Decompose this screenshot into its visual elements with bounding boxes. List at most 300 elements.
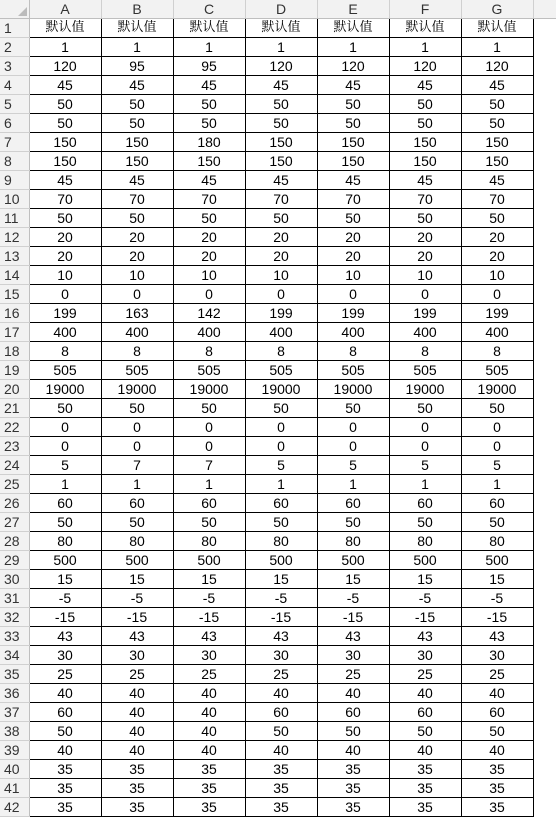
cell-e29[interactable]: 500 xyxy=(317,551,389,570)
cell-empty[interactable] xyxy=(533,570,556,589)
cell-f13[interactable]: 20 xyxy=(389,247,461,266)
cell-f9[interactable]: 45 xyxy=(389,171,461,190)
cell-b14[interactable]: 10 xyxy=(101,266,173,285)
cell-f21[interactable]: 50 xyxy=(389,399,461,418)
cell-d26[interactable]: 60 xyxy=(245,494,317,513)
cell-d41[interactable]: 35 xyxy=(245,779,317,798)
cell-g15[interactable]: 0 xyxy=(461,285,533,304)
cell-g10[interactable]: 70 xyxy=(461,190,533,209)
cell-b20[interactable]: 19000 xyxy=(101,380,173,399)
cell-empty[interactable] xyxy=(533,171,556,190)
cell-a1[interactable]: 默认值 xyxy=(29,19,101,38)
cell-d28[interactable]: 80 xyxy=(245,532,317,551)
cell-g35[interactable]: 25 xyxy=(461,665,533,684)
cell-f1[interactable]: 默认值 xyxy=(389,19,461,38)
cell-a23[interactable]: 0 xyxy=(29,437,101,456)
cell-empty[interactable] xyxy=(533,665,556,684)
row-header[interactable]: 37 xyxy=(0,703,29,722)
cell-g18[interactable]: 8 xyxy=(461,342,533,361)
cell-f5[interactable]: 50 xyxy=(389,95,461,114)
cell-f32[interactable]: -15 xyxy=(389,608,461,627)
cell-g8[interactable]: 150 xyxy=(461,152,533,171)
cell-f28[interactable]: 80 xyxy=(389,532,461,551)
cell-f8[interactable]: 150 xyxy=(389,152,461,171)
cell-empty[interactable] xyxy=(533,133,556,152)
cell-empty[interactable] xyxy=(533,57,556,76)
cell-f40[interactable]: 35 xyxy=(389,760,461,779)
cell-g30[interactable]: 15 xyxy=(461,570,533,589)
cell-a21[interactable]: 50 xyxy=(29,399,101,418)
cell-empty[interactable] xyxy=(533,741,556,760)
cell-f20[interactable]: 19000 xyxy=(389,380,461,399)
cell-c6[interactable]: 50 xyxy=(173,114,245,133)
cell-a4[interactable]: 45 xyxy=(29,76,101,95)
cell-g38[interactable]: 50 xyxy=(461,722,533,741)
cell-a24[interactable]: 5 xyxy=(29,456,101,475)
cell-a29[interactable]: 500 xyxy=(29,551,101,570)
cell-f27[interactable]: 50 xyxy=(389,513,461,532)
row-header[interactable]: 24 xyxy=(0,456,29,475)
cell-empty[interactable] xyxy=(533,190,556,209)
cell-empty[interactable] xyxy=(533,285,556,304)
cell-a32[interactable]: -15 xyxy=(29,608,101,627)
cell-b38[interactable]: 40 xyxy=(101,722,173,741)
cell-a33[interactable]: 43 xyxy=(29,627,101,646)
row-header[interactable]: 2 xyxy=(0,38,29,57)
row-header[interactable]: 5 xyxy=(0,95,29,114)
cell-f25[interactable]: 1 xyxy=(389,475,461,494)
cell-e9[interactable]: 45 xyxy=(317,171,389,190)
cell-a41[interactable]: 35 xyxy=(29,779,101,798)
cell-e14[interactable]: 10 xyxy=(317,266,389,285)
cell-a30[interactable]: 15 xyxy=(29,570,101,589)
column-header-blank[interactable] xyxy=(533,0,556,19)
row-header[interactable]: 34 xyxy=(0,646,29,665)
column-header-d[interactable]: D xyxy=(245,0,317,19)
cell-empty[interactable] xyxy=(533,342,556,361)
cell-b41[interactable]: 35 xyxy=(101,779,173,798)
cell-b33[interactable]: 43 xyxy=(101,627,173,646)
cell-e35[interactable]: 25 xyxy=(317,665,389,684)
cell-c18[interactable]: 8 xyxy=(173,342,245,361)
cell-b28[interactable]: 80 xyxy=(101,532,173,551)
cell-c40[interactable]: 35 xyxy=(173,760,245,779)
row-header[interactable]: 20 xyxy=(0,380,29,399)
cell-e34[interactable]: 30 xyxy=(317,646,389,665)
cell-f17[interactable]: 400 xyxy=(389,323,461,342)
cell-empty[interactable] xyxy=(533,532,556,551)
row-header[interactable]: 26 xyxy=(0,494,29,513)
cell-c9[interactable]: 45 xyxy=(173,171,245,190)
row-header[interactable]: 6 xyxy=(0,114,29,133)
cell-e30[interactable]: 15 xyxy=(317,570,389,589)
cell-f16[interactable]: 199 xyxy=(389,304,461,323)
cell-b6[interactable]: 50 xyxy=(101,114,173,133)
cell-empty[interactable] xyxy=(533,475,556,494)
cell-a27[interactable]: 50 xyxy=(29,513,101,532)
cell-e7[interactable]: 150 xyxy=(317,133,389,152)
row-header[interactable]: 35 xyxy=(0,665,29,684)
row-header[interactable]: 28 xyxy=(0,532,29,551)
row-header[interactable]: 41 xyxy=(0,779,29,798)
cell-empty[interactable] xyxy=(533,494,556,513)
cell-e18[interactable]: 8 xyxy=(317,342,389,361)
cell-empty[interactable] xyxy=(533,608,556,627)
cell-a17[interactable]: 400 xyxy=(29,323,101,342)
cell-empty[interactable] xyxy=(533,722,556,741)
cell-g31[interactable]: -5 xyxy=(461,589,533,608)
cell-c7[interactable]: 180 xyxy=(173,133,245,152)
cell-g41[interactable]: 35 xyxy=(461,779,533,798)
cell-empty[interactable] xyxy=(533,646,556,665)
cell-e5[interactable]: 50 xyxy=(317,95,389,114)
cell-d11[interactable]: 50 xyxy=(245,209,317,228)
cell-empty[interactable] xyxy=(533,437,556,456)
row-header[interactable]: 17 xyxy=(0,323,29,342)
cell-b12[interactable]: 20 xyxy=(101,228,173,247)
row-header[interactable]: 23 xyxy=(0,437,29,456)
cell-g1[interactable]: 默认值 xyxy=(461,19,533,38)
cell-b40[interactable]: 35 xyxy=(101,760,173,779)
cell-d13[interactable]: 20 xyxy=(245,247,317,266)
cell-c3[interactable]: 95 xyxy=(173,57,245,76)
cell-c21[interactable]: 50 xyxy=(173,399,245,418)
cell-b23[interactable]: 0 xyxy=(101,437,173,456)
cell-a5[interactable]: 50 xyxy=(29,95,101,114)
cell-f42[interactable]: 35 xyxy=(389,798,461,817)
cell-b35[interactable]: 25 xyxy=(101,665,173,684)
cell-c32[interactable]: -15 xyxy=(173,608,245,627)
row-header[interactable]: 10 xyxy=(0,190,29,209)
cell-empty[interactable] xyxy=(533,152,556,171)
column-header-g[interactable]: G xyxy=(461,0,533,19)
row-header[interactable]: 39 xyxy=(0,741,29,760)
cell-d4[interactable]: 45 xyxy=(245,76,317,95)
cell-b29[interactable]: 500 xyxy=(101,551,173,570)
cell-a7[interactable]: 150 xyxy=(29,133,101,152)
cell-a6[interactable]: 50 xyxy=(29,114,101,133)
cell-b37[interactable]: 40 xyxy=(101,703,173,722)
cell-g28[interactable]: 80 xyxy=(461,532,533,551)
cell-g3[interactable]: 120 xyxy=(461,57,533,76)
cell-empty[interactable] xyxy=(533,209,556,228)
cell-b18[interactable]: 8 xyxy=(101,342,173,361)
cell-f31[interactable]: -5 xyxy=(389,589,461,608)
cell-e27[interactable]: 50 xyxy=(317,513,389,532)
column-header-f[interactable]: F xyxy=(389,0,461,19)
cell-a10[interactable]: 70 xyxy=(29,190,101,209)
cell-c15[interactable]: 0 xyxy=(173,285,245,304)
cell-e16[interactable]: 199 xyxy=(317,304,389,323)
cell-f18[interactable]: 8 xyxy=(389,342,461,361)
cell-f11[interactable]: 50 xyxy=(389,209,461,228)
row-header[interactable]: 25 xyxy=(0,475,29,494)
cell-c2[interactable]: 1 xyxy=(173,38,245,57)
cell-e20[interactable]: 19000 xyxy=(317,380,389,399)
cell-g37[interactable]: 60 xyxy=(461,703,533,722)
cell-e36[interactable]: 40 xyxy=(317,684,389,703)
cell-d30[interactable]: 15 xyxy=(245,570,317,589)
column-header-e[interactable]: E xyxy=(317,0,389,19)
cell-f22[interactable]: 0 xyxy=(389,418,461,437)
cell-c1[interactable]: 默认值 xyxy=(173,19,245,38)
cell-b7[interactable]: 150 xyxy=(101,133,173,152)
cell-b16[interactable]: 163 xyxy=(101,304,173,323)
cell-f3[interactable]: 120 xyxy=(389,57,461,76)
cell-c5[interactable]: 50 xyxy=(173,95,245,114)
cell-d25[interactable]: 1 xyxy=(245,475,317,494)
cell-c29[interactable]: 500 xyxy=(173,551,245,570)
cell-empty[interactable] xyxy=(533,627,556,646)
cell-c30[interactable]: 15 xyxy=(173,570,245,589)
row-header[interactable]: 14 xyxy=(0,266,29,285)
row-header[interactable]: 11 xyxy=(0,209,29,228)
cell-d1[interactable]: 默认值 xyxy=(245,19,317,38)
cell-b1[interactable]: 默认值 xyxy=(101,19,173,38)
cell-d29[interactable]: 500 xyxy=(245,551,317,570)
cell-f34[interactable]: 30 xyxy=(389,646,461,665)
cell-g6[interactable]: 50 xyxy=(461,114,533,133)
cell-empty[interactable] xyxy=(533,228,556,247)
cell-empty[interactable] xyxy=(533,456,556,475)
cell-a16[interactable]: 199 xyxy=(29,304,101,323)
cell-d15[interactable]: 0 xyxy=(245,285,317,304)
cell-empty[interactable] xyxy=(533,361,556,380)
cell-empty[interactable] xyxy=(533,551,556,570)
cell-d19[interactable]: 505 xyxy=(245,361,317,380)
cell-b36[interactable]: 40 xyxy=(101,684,173,703)
cell-b32[interactable]: -15 xyxy=(101,608,173,627)
cell-b30[interactable]: 15 xyxy=(101,570,173,589)
cell-f10[interactable]: 70 xyxy=(389,190,461,209)
cell-f12[interactable]: 20 xyxy=(389,228,461,247)
row-header[interactable]: 38 xyxy=(0,722,29,741)
row-header[interactable]: 7 xyxy=(0,133,29,152)
row-header[interactable]: 31 xyxy=(0,589,29,608)
cell-f15[interactable]: 0 xyxy=(389,285,461,304)
cell-e42[interactable]: 35 xyxy=(317,798,389,817)
cell-empty[interactable] xyxy=(533,418,556,437)
row-header[interactable]: 1 xyxy=(0,19,29,38)
cell-f38[interactable]: 50 xyxy=(389,722,461,741)
row-header[interactable]: 13 xyxy=(0,247,29,266)
cell-b11[interactable]: 50 xyxy=(101,209,173,228)
cell-f33[interactable]: 43 xyxy=(389,627,461,646)
cell-c12[interactable]: 20 xyxy=(173,228,245,247)
cell-g33[interactable]: 43 xyxy=(461,627,533,646)
cell-a9[interactable]: 45 xyxy=(29,171,101,190)
cell-empty[interactable] xyxy=(533,266,556,285)
cell-d21[interactable]: 50 xyxy=(245,399,317,418)
cell-e24[interactable]: 5 xyxy=(317,456,389,475)
row-header[interactable]: 16 xyxy=(0,304,29,323)
cell-b3[interactable]: 95 xyxy=(101,57,173,76)
cell-a15[interactable]: 0 xyxy=(29,285,101,304)
cell-c41[interactable]: 35 xyxy=(173,779,245,798)
cell-e12[interactable]: 20 xyxy=(317,228,389,247)
cell-c31[interactable]: -5 xyxy=(173,589,245,608)
cell-b22[interactable]: 0 xyxy=(101,418,173,437)
cell-c19[interactable]: 505 xyxy=(173,361,245,380)
cell-d20[interactable]: 19000 xyxy=(245,380,317,399)
cell-d24[interactable]: 5 xyxy=(245,456,317,475)
cell-empty[interactable] xyxy=(533,76,556,95)
cell-b15[interactable]: 0 xyxy=(101,285,173,304)
cell-d31[interactable]: -5 xyxy=(245,589,317,608)
cell-d36[interactable]: 40 xyxy=(245,684,317,703)
cell-empty[interactable] xyxy=(533,703,556,722)
cell-d9[interactable]: 45 xyxy=(245,171,317,190)
cell-c16[interactable]: 142 xyxy=(173,304,245,323)
cell-e21[interactable]: 50 xyxy=(317,399,389,418)
cell-g19[interactable]: 505 xyxy=(461,361,533,380)
cell-c11[interactable]: 50 xyxy=(173,209,245,228)
cell-empty[interactable] xyxy=(533,380,556,399)
cell-d23[interactable]: 0 xyxy=(245,437,317,456)
row-header[interactable]: 33 xyxy=(0,627,29,646)
cell-c8[interactable]: 150 xyxy=(173,152,245,171)
cell-f19[interactable]: 505 xyxy=(389,361,461,380)
cell-f4[interactable]: 45 xyxy=(389,76,461,95)
cell-d35[interactable]: 25 xyxy=(245,665,317,684)
cell-c42[interactable]: 35 xyxy=(173,798,245,817)
cell-d2[interactable]: 1 xyxy=(245,38,317,57)
row-header[interactable]: 9 xyxy=(0,171,29,190)
cell-g16[interactable]: 199 xyxy=(461,304,533,323)
cell-g32[interactable]: -15 xyxy=(461,608,533,627)
cell-a22[interactable]: 0 xyxy=(29,418,101,437)
column-header-b[interactable]: B xyxy=(101,0,173,19)
cell-c26[interactable]: 60 xyxy=(173,494,245,513)
cell-f39[interactable]: 40 xyxy=(389,741,461,760)
cell-empty[interactable] xyxy=(533,304,556,323)
cell-f37[interactable]: 60 xyxy=(389,703,461,722)
cell-d33[interactable]: 43 xyxy=(245,627,317,646)
cell-a42[interactable]: 35 xyxy=(29,798,101,817)
cell-c25[interactable]: 1 xyxy=(173,475,245,494)
cell-b25[interactable]: 1 xyxy=(101,475,173,494)
cell-empty[interactable] xyxy=(533,589,556,608)
cell-g13[interactable]: 20 xyxy=(461,247,533,266)
cell-c28[interactable]: 80 xyxy=(173,532,245,551)
cell-a11[interactable]: 50 xyxy=(29,209,101,228)
cell-b19[interactable]: 505 xyxy=(101,361,173,380)
row-header[interactable]: 19 xyxy=(0,361,29,380)
cell-a26[interactable]: 60 xyxy=(29,494,101,513)
cell-b4[interactable]: 45 xyxy=(101,76,173,95)
cell-g23[interactable]: 0 xyxy=(461,437,533,456)
cell-d39[interactable]: 40 xyxy=(245,741,317,760)
cell-g24[interactable]: 5 xyxy=(461,456,533,475)
cell-c36[interactable]: 40 xyxy=(173,684,245,703)
cell-f30[interactable]: 15 xyxy=(389,570,461,589)
cell-a35[interactable]: 25 xyxy=(29,665,101,684)
cell-a40[interactable]: 35 xyxy=(29,760,101,779)
cell-d34[interactable]: 30 xyxy=(245,646,317,665)
cell-b2[interactable]: 1 xyxy=(101,38,173,57)
cell-c22[interactable]: 0 xyxy=(173,418,245,437)
column-header-a[interactable]: A xyxy=(29,0,101,19)
cell-d5[interactable]: 50 xyxy=(245,95,317,114)
cell-empty[interactable] xyxy=(533,114,556,133)
cell-e1[interactable]: 默认值 xyxy=(317,19,389,38)
cell-d10[interactable]: 70 xyxy=(245,190,317,209)
row-header[interactable]: 42 xyxy=(0,798,29,817)
cell-c37[interactable]: 40 xyxy=(173,703,245,722)
cell-e17[interactable]: 400 xyxy=(317,323,389,342)
cell-empty[interactable] xyxy=(533,38,556,57)
cell-g2[interactable]: 1 xyxy=(461,38,533,57)
cell-c35[interactable]: 25 xyxy=(173,665,245,684)
cell-empty[interactable] xyxy=(533,760,556,779)
cell-b31[interactable]: -5 xyxy=(101,589,173,608)
cell-b27[interactable]: 50 xyxy=(101,513,173,532)
cell-g9[interactable]: 45 xyxy=(461,171,533,190)
cell-g36[interactable]: 40 xyxy=(461,684,533,703)
cell-g5[interactable]: 50 xyxy=(461,95,533,114)
cell-d42[interactable]: 35 xyxy=(245,798,317,817)
cell-e2[interactable]: 1 xyxy=(317,38,389,57)
cell-e19[interactable]: 505 xyxy=(317,361,389,380)
cell-d3[interactable]: 120 xyxy=(245,57,317,76)
cell-d32[interactable]: -15 xyxy=(245,608,317,627)
cell-g11[interactable]: 50 xyxy=(461,209,533,228)
cell-g42[interactable]: 35 xyxy=(461,798,533,817)
cell-e26[interactable]: 60 xyxy=(317,494,389,513)
cell-e13[interactable]: 20 xyxy=(317,247,389,266)
cell-d12[interactable]: 20 xyxy=(245,228,317,247)
cell-e32[interactable]: -15 xyxy=(317,608,389,627)
cell-g25[interactable]: 1 xyxy=(461,475,533,494)
row-header[interactable]: 4 xyxy=(0,76,29,95)
cell-e22[interactable]: 0 xyxy=(317,418,389,437)
cell-b5[interactable]: 50 xyxy=(101,95,173,114)
cell-f41[interactable]: 35 xyxy=(389,779,461,798)
cell-d27[interactable]: 50 xyxy=(245,513,317,532)
cell-g17[interactable]: 400 xyxy=(461,323,533,342)
cell-empty[interactable] xyxy=(533,399,556,418)
row-header[interactable]: 15 xyxy=(0,285,29,304)
cell-a8[interactable]: 150 xyxy=(29,152,101,171)
cell-empty[interactable] xyxy=(533,779,556,798)
cell-g4[interactable]: 45 xyxy=(461,76,533,95)
cell-d16[interactable]: 199 xyxy=(245,304,317,323)
cell-a19[interactable]: 505 xyxy=(29,361,101,380)
cell-c23[interactable]: 0 xyxy=(173,437,245,456)
cell-a14[interactable]: 10 xyxy=(29,266,101,285)
cell-a13[interactable]: 20 xyxy=(29,247,101,266)
cell-f14[interactable]: 10 xyxy=(389,266,461,285)
cell-e28[interactable]: 80 xyxy=(317,532,389,551)
cell-e25[interactable]: 1 xyxy=(317,475,389,494)
cell-g34[interactable]: 30 xyxy=(461,646,533,665)
cell-g26[interactable]: 60 xyxy=(461,494,533,513)
cell-f23[interactable]: 0 xyxy=(389,437,461,456)
row-header[interactable]: 40 xyxy=(0,760,29,779)
cell-g20[interactable]: 19000 xyxy=(461,380,533,399)
cell-e38[interactable]: 50 xyxy=(317,722,389,741)
cell-c38[interactable]: 40 xyxy=(173,722,245,741)
cell-e11[interactable]: 50 xyxy=(317,209,389,228)
cell-empty[interactable] xyxy=(533,513,556,532)
cell-c13[interactable]: 20 xyxy=(173,247,245,266)
cell-g14[interactable]: 10 xyxy=(461,266,533,285)
cell-f26[interactable]: 60 xyxy=(389,494,461,513)
cell-c33[interactable]: 43 xyxy=(173,627,245,646)
cell-a39[interactable]: 40 xyxy=(29,741,101,760)
cell-f6[interactable]: 50 xyxy=(389,114,461,133)
cell-b39[interactable]: 40 xyxy=(101,741,173,760)
